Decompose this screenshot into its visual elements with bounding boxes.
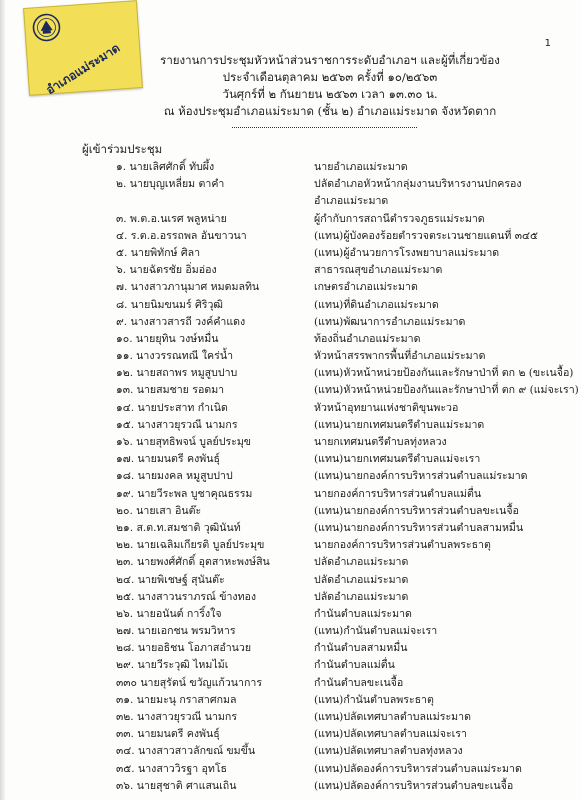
attendee-position: นายกเทศมนตรีตำบลทุ่งหลวง (314, 436, 447, 448)
attendee-position: (แทน)ปลัดเทศบาลตำบลแม่ระมาด (314, 711, 471, 723)
attendee-position: สาธารณสุขอำเภอแม่ระมาด (314, 264, 443, 277)
attendee-name: ๑๗. นายมนตรี คงพันธุ์ (116, 453, 220, 466)
list-item (0, 656, 581, 673)
attendee-position: กำนันตำบลแม่ตื่น (314, 659, 395, 672)
attendee-name: ๑๑. นางวรรณทณี ใคร่น้ำ (116, 350, 234, 363)
attendee-name: ๑๒. นายสถาพร หมูสูบปาบ (116, 367, 238, 380)
attendee-position: (แทน)นายกเทศมนตรีตำบลแม่จะเรา (314, 453, 481, 466)
attendee-name: ๓๕. นางสาววิรฐา อุทโธ (116, 762, 228, 775)
attendee-name: ๑๙. นายวีระพล บูชาคุณธรรม (116, 487, 253, 500)
attendee-position: (แทน)นายกองค์การบริหารส่วนตำบลแม่ระมาด (314, 470, 528, 483)
list-item (0, 399, 581, 416)
attendee-position: นายอำเภอแม่ระมาด (314, 161, 408, 173)
attendee-position: (แทน)หัวหน้าหน่วยป้องกันและรักษาป่าที่ ตก ๒ (ขะเนจื้อ) (314, 367, 574, 380)
district-stamp (23, 0, 143, 96)
section-title: ผู้เข้าร่วมประชุม (82, 142, 163, 156)
attendee-name: ๔. ร.ต.อ.อรรถพล อันขาวนา (116, 229, 247, 242)
attendee-position: ปลัดอำเภอแม่ระมาด (314, 573, 409, 586)
list-item (0, 467, 581, 484)
header-location: ณ ห้องประชุมอำเภอแม่ระมาด (ชั้น ๒) อำเภอแม่ระมาด จังหวัดตาก (163, 104, 497, 118)
attendee-name: ๕. นายพิทักษ์ ศิลา (116, 246, 201, 259)
list-item (0, 639, 581, 656)
attendee-name: ๓. พ.ต.อ.นเรศ พลูหน่าย (116, 212, 227, 225)
list-item (0, 553, 581, 570)
attendee-position: (แทน)ปลัดองค์การบริหารส่วนตำบลขะเนจื้อ (314, 779, 514, 792)
list-item (0, 296, 581, 313)
attendee-name: ๓๓๐ นายสุรัตน์ ขวัญแก้วนาการ (116, 676, 263, 689)
attendee-name: ๘. นายนิมขนมร์ ศิริวุฒิ (116, 298, 223, 311)
attendee-name: ๒๖. นายอนันต์ การิ์งใจ (116, 607, 222, 620)
list-item (0, 244, 581, 261)
attendee-name: ๒๗. นายเอกชน พรมวิหาร (116, 625, 236, 638)
attendee-position: หัวหน้าอุทยานแห่งชาติขุนพะวอ (314, 401, 459, 414)
attendee-name: ๒๓. นายพงศ์ศักดิ์ อุตสาหะพงษ์สิน (116, 556, 270, 569)
attendee-position: (แทน)ปลัดเทศบาลตำบลแม่จะเรา (314, 728, 467, 741)
list-item (0, 175, 581, 192)
header-session: ประจำเดือนตุลาคม ๒๕๖๓ ครั้งที่ ๑๐/๒๕๖๓ (222, 70, 438, 84)
attendee-position: ปลัดอำเภอแม่ระมาด (314, 556, 409, 569)
attendee-name: ๑๓. นายสมชาย รอดมา (116, 384, 225, 397)
list-item (0, 210, 581, 227)
attendee-position: (แทน)ผู้อำนวยการโรงพยาบาลแม่ระมาด (314, 246, 500, 259)
list-item (0, 330, 581, 347)
attendee-list (0, 158, 581, 794)
attendee-position: (แทน)ผู้บังคองร้อยตำรวจตระเวนชายแดนที่ ๓๔๕ (314, 229, 538, 242)
attendee-position: ผู้กำกับการสถานีตำรวจภูธรแม่ระมาด (314, 212, 485, 225)
page-number: 1 (544, 38, 551, 49)
attendee-name: ๙. นางสาวสารถี วงค์คำแดง (116, 315, 246, 328)
attendee-position: (แทน)กำนันตำบลพระธาตุ (314, 693, 434, 706)
list-item (0, 381, 581, 398)
list-item (0, 622, 581, 639)
attendee-name: ๒๕. นางสาวนราภรณ์ ข้างทอง (116, 590, 257, 603)
list-item (0, 485, 581, 502)
attendee-name: ๒๑. ส.ต.ท.สมชาติ วุฒินันท์ (116, 521, 241, 534)
attendee-position: กำนันตำบลแม่ระมาด (314, 607, 412, 620)
header-date-time: วันศุกร์ที่ ๒ กันยายน ๒๕๖๓ เวลา ๑๓.๓๐ น. (222, 87, 438, 101)
attendee-position: นายกองค์การบริหารส่วนตำบลพระธาตุ (314, 539, 491, 552)
document-header (150, 52, 510, 120)
list-item (0, 571, 581, 588)
attendee-name: ๓๒. นางสาวยุรวณี นามกร (116, 711, 238, 723)
list-item (0, 536, 581, 553)
attendee-position: (แทน)พัฒนาการอำเภอแม่ระมาด (314, 315, 466, 328)
attendee-position: ท้องถิ่นอำเภอแม่ระมาด (314, 332, 421, 345)
attendee-position: ปลัดอำเภอแม่ระมาด (314, 590, 409, 603)
attendee-name: ๑๖. นายสุทธิพจน์ บูลย์ประมุข (116, 436, 252, 448)
attendee-position: (แทน)ที่ดินอำเภอแม่ระมาด (314, 298, 439, 311)
attendee-position: กำนันตำบลขะเนจื้อ (314, 676, 404, 689)
attendee-position: เกษตรอำเภอแม่ระมาด (314, 281, 418, 294)
attendee-name: ๒๙. นายวีระวุฒิ ไหมไม้เ (116, 659, 229, 672)
list-item (0, 433, 581, 450)
list-item (0, 742, 581, 759)
list-item (0, 313, 581, 330)
attendee-name: ๑๘. นายมงคล หมูสูบปาป (116, 470, 233, 483)
attendee-position: (แทน)กำนันตำบลแม่จะเรา (314, 625, 438, 638)
attendee-name: ๑๔. นายประสาท กำเนิด (116, 401, 228, 414)
attendee-position: ปลัดอำเภอหัวหน้ากลุ่มงานบริหารงานปกครอง (314, 178, 522, 191)
list-item (0, 760, 581, 777)
attendee-name: ๑. นายเลิศศักดิ์ ทับผึ้ง (116, 161, 215, 173)
list-item (0, 725, 581, 742)
attendee-name: ๗. นางสาวภานุมาศ หมดมลทิน (116, 281, 260, 294)
list-item (0, 416, 581, 433)
list-item (0, 588, 581, 605)
attendee-name: ๒๔. นายพิเชษฐ์ สุนันต๊ะ (116, 573, 225, 586)
attendee-name: ๓๔. นางสาวสาวลักขณ์ ขมขึ้น (116, 745, 256, 758)
attendee-position: (แทน)หัวหน้าหน่วยป้องกันและรักษาป่าที่ ตก ๙ (แม่จะเรา) (314, 384, 579, 397)
list-item (0, 192, 581, 209)
attendee-name: ๑๐. นายยุทิน วงษ์หมื่น (116, 332, 219, 345)
attendee-position: อำเภอแม่ระมาด (314, 195, 389, 208)
list-item (0, 674, 581, 691)
list-item (0, 502, 581, 519)
list-item (0, 158, 581, 175)
seal-icon (30, 11, 62, 43)
attendee-position: หัวหน้าสรรพากรพื้นที่อำเภอแม่ระมาด (314, 350, 486, 363)
attendee-name: ๒๘. นายอธิชน โอภาสอำนวย (116, 642, 252, 655)
attendee-position: (แทน)ปลัดเทศบาลตำบลทุ่งหลวง (314, 745, 463, 758)
attendee-position: (แทน)นายกเทศมนตรีตำบลแม่ระมาด (314, 418, 485, 431)
list-item (0, 519, 581, 536)
attendee-name: ๑๕. นางสาวยุรวณี นามกร (116, 418, 238, 431)
list-item (0, 364, 581, 381)
attendee-position: (แทน)นายกองค์การบริหารส่วนตำบลสามหมื่น (314, 521, 524, 534)
attendee-position: นายกองค์การบริหารส่วนตำบลแม่ตื่น (314, 487, 482, 500)
list-item (0, 261, 581, 278)
list-item (0, 450, 581, 467)
attendee-name: ๓๑. นายมะนุ กราสาศกมล (116, 693, 237, 706)
attendee-position: (แทน)นายกองค์การบริหารส่วนตำบลขะเนจื้อ (314, 504, 519, 517)
header-title: รายงานการประชุมหัวหน้าส่วนราชการระดับอำเภอฯ และผู้ที่เกี่ยวข้อง (160, 53, 500, 67)
attendee-name: ๒๒. นายเฉลิมเกียรติ บูลย์ประมุข (116, 539, 265, 552)
list-item (0, 347, 581, 364)
list-item (0, 691, 581, 708)
attendee-name: ๒. นายบุญเหลี่ยม ตาคำ (116, 178, 225, 191)
attendee-position: (แทน)ปลัดองค์การบริหารส่วนตำบลแม่ระมาด (314, 762, 522, 775)
list-item (0, 227, 581, 244)
attendee-name: ๒๐. นายเสา อินต๊ะ (116, 504, 202, 517)
dotted-divider (232, 127, 417, 128)
list-item (0, 777, 581, 794)
attendee-position: กำนันตำบลสามหมื่น (314, 642, 408, 655)
attendee-name: ๖. นายฉัตรชัย อิ่มอ่อง (116, 264, 217, 277)
list-item (0, 278, 581, 295)
list-item (0, 605, 581, 622)
attendee-name: ๓๓. นายมนตรี คงพันธุ์ (116, 728, 220, 741)
attendee-name: ๓๖. นายสุชาติ ศาแสนเถิน (116, 779, 237, 792)
stamp-text: อำเภอแม่ระมาด (43, 40, 123, 98)
list-item (0, 708, 581, 725)
